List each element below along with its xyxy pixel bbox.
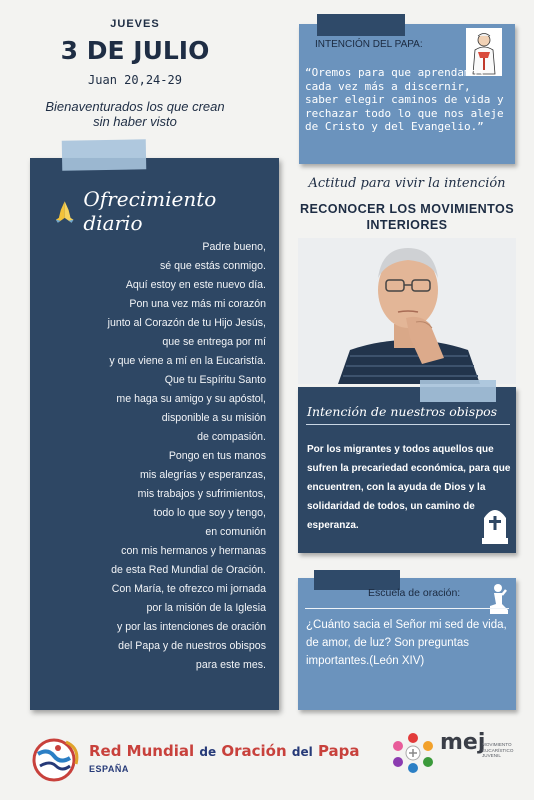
school-of-prayer-heading: Escuela de oración: (368, 587, 461, 599)
org-name-part: de (199, 745, 217, 759)
prayer-line: y por las intenciones de oración (117, 621, 266, 633)
mej-logo (388, 730, 438, 774)
prayer-line: Padre bueno, (202, 241, 266, 253)
date-title: 3 DE JULIO (60, 36, 210, 65)
org-name-part: del (291, 745, 313, 759)
kneeling-person-icon (482, 582, 510, 616)
org-name-part: Papa (317, 742, 360, 760)
prayer-line: del Papa y de nuestros obispos (118, 640, 266, 652)
gospel-reference: Juan 20,24-29 (88, 73, 182, 87)
prayer-line: Pon una vez más mi corazón (129, 298, 266, 310)
quote-line: Bienaventurados los que crean (45, 99, 225, 114)
prayer-line: Con María, te ofrezco mi jornada (111, 583, 266, 595)
prayer-line: junto al Corazón de tu Hijo Jesús, (107, 317, 266, 329)
bishops-intention-title: Intención de nuestros obispos (307, 404, 498, 419)
prayer-line: y que viene a mí en la Eucaristía. (109, 355, 266, 367)
prayer-line: disponible a su misión (161, 412, 266, 424)
prayer-line: en comunión (205, 526, 266, 538)
prayer-line: sé que estás conmigo. (160, 260, 266, 272)
offering-prayer (40, 238, 266, 675)
thinking-man-photo (298, 238, 516, 384)
tape-decoration (317, 14, 405, 36)
prayer-line: mis alegrías y esperanzas, (139, 469, 266, 481)
attitude-label: Actitud para vivir la intención (308, 176, 506, 191)
mej-name: mej (440, 730, 486, 755)
quote-line: sin haber visto (93, 114, 177, 129)
divider (305, 608, 509, 609)
prayer-line: de esta Red Mundial de Oración. (111, 564, 266, 576)
weekday-label: JUEVES (110, 18, 160, 30)
org-name-part: Oración (221, 742, 287, 760)
praying-hands-icon (52, 198, 77, 224)
offering-title-text: Ofrecimiento diario (83, 187, 217, 235)
prayer-line: de compasión. (197, 431, 266, 443)
prayer-line: me haga su amigo y su apóstol, (116, 393, 266, 405)
prayer-line: que se entrega por mí (162, 336, 266, 348)
attitude-title: RECONOCER LOS MOVIMIENTOS INTERIORES (299, 202, 515, 232)
mej-subtitle: MOVIMIENTO EUCARÍSTICO JUVENIL (482, 742, 514, 758)
tape-decoration (62, 139, 147, 170)
bishops-intention-text: Por los migrantes y todos aquellos que sufren la precariedad económica, para que encuentren, con la ayuda de Dios y la solidaridad de todos, un camino de esperanza. (307, 444, 511, 531)
daily-offering-title (52, 187, 277, 235)
red-mundial-logo (28, 734, 84, 784)
tape-decoration (420, 380, 496, 402)
prayer-line: todo lo que soy y tengo, (153, 507, 266, 519)
org-name (89, 742, 360, 760)
mitre-icon (478, 502, 512, 546)
pope-intention-heading: INTENCIÓN DEL PAPA: (315, 39, 423, 50)
school-of-prayer-text: ¿Cuánto sacia el Señor mi sed de vida, de amor, de luz? Son preguntas importantes.(León XIV) (306, 619, 507, 667)
prayer-line: Que tu Espíritu Santo (164, 374, 266, 386)
prayer-line: para este mes. (195, 659, 266, 671)
prayer-line: por la misión de la Iglesia (146, 602, 266, 614)
org-country: ESPAÑA (89, 764, 129, 774)
prayer-line: mis trabajos y sufrimientos, (137, 488, 266, 500)
org-name-part: Red Mundial (89, 742, 195, 760)
prayer-line: Pongo en tus manos (168, 450, 266, 462)
gospel-quote (0, 99, 270, 129)
prayer-line: con mis hermanos y hermanas (121, 545, 266, 557)
prayer-line: Aquí estoy en este nuevo día. (125, 279, 266, 291)
divider (306, 424, 510, 425)
pope-intention-text: “Oremos para que aprendamos cada vez más a discernir, saber elegir caminos de vida y rechazar todo lo que nos aleje de Cristo y del Evangelio.” (305, 66, 504, 133)
